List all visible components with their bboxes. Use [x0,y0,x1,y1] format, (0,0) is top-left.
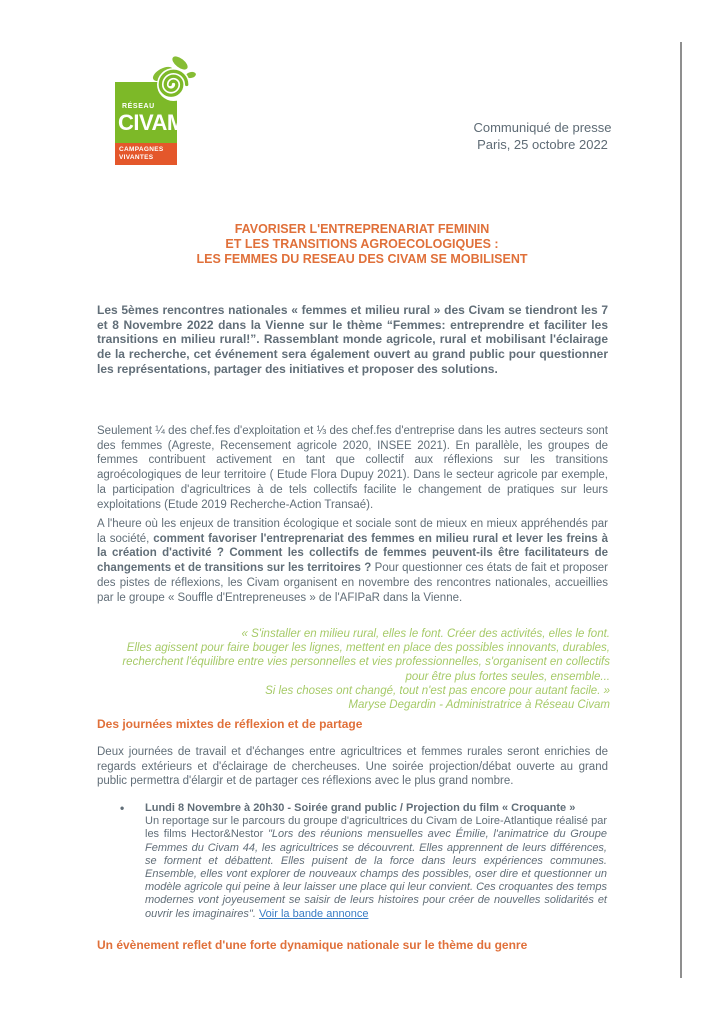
trailer-link[interactable]: Voir la bande annonce [258,907,369,920]
page-title-line2: ET LES TRANSITIONS AGROECOLOGIQUES : [225,237,499,251]
logo-tagline: CAMPAGNES VIVANTES [115,143,177,165]
stakes-part1: A l'heure où les enjeux de transition écologique et sociale sont de mieux en mieux appréhendés par la société, [97,518,608,545]
logo-green-block [115,82,185,143]
heading-journees: Des journées mixtes de réflexion et de partage [97,717,363,731]
intro-paragraph: Les 5èmes rencontres nationales « femmes et milieu rural » des Civam se tiendront les 7 et 8 Novembre 2022 dans la Vienne sur le thème “Femmes: entreprendre et faciliter les transitions en milieu rural!”. Rassemblant monde agricole, rural et mobilisant l'éclairage de la recherche, cet événement sera également ouvert au grand public pour questionner les représentations, partager des initiatives et proposer des solutions. [97,303,608,376]
statistics-paragraph: Seulement ¼ des chef.fes d'exploitation et ⅓ des chef.fes d'entreprise dans les autres secteurs sont des femmes (Agreste, Recensement agricole 2020, INSEE 2021). En parallèle, les groupes de femmes contribuent activement en tant que collectif aux réflexions sur les transitions agroécologiques de leur territoire ( Etude Flora Dupuy 2021). Dans le secteur agricole par exemple, la participation d'agricultrices à de tels collectifs facilite le changement de pratiques sur leurs exploitations (Etude 2019 Recherche-Action Transaé). [97,425,608,511]
event-bullet-body [145,802,607,921]
bullet-icon: • [120,801,125,815]
page-title-line3: LES FEMMES DU RESEAU DES CIVAM SE MOBILISENT [196,252,528,266]
testimonial-quote [88,627,610,712]
logo-civam-text: CIVAM [118,110,185,135]
quote-line: pour être plus fortes seules, ensemble... [405,670,610,683]
logo-reseau-text: RÉSEAU [122,103,155,110]
quote-line: recherchent l'équilibre entre vies personnelles et vies professionnelles, s'organisent en collectifs [122,656,610,669]
event-bullet-film-quote: "Lors des réunions mensuelles avec Émilie, l'animatrice du Groupe Femmes du Civam 44, les agricultrices se découvrent. Elles apprennent de leurs différences, se forment et débattent. Elles puisent de la force dans leurs expériences communes. Ensemble, elles vont explorer de nouveaux champs des possibles, oser dire et questionner un modèle agricole qui peine à leur laisser une place qui leur convient. Ces croquantes des temps modernes vont joyeusement se saisir de leurs histoires pour créer de nouvelles solidarités et ouvrir les imaginaires". [145,828,607,920]
journees-paragraph: Deux journées de travail et d'échanges entre agricultrices et femmes rurales seront enrichies de regards extérieurs et d'éclairage de chercheuses. Une soirée projection/débat ouverte au grand public permettra d'élargir et de partager ces réflexions avec le plus grand nombre. [97,746,608,788]
event-bullet-description: Un reportage sur le parcours du groupe d'agricultrices du Civam de Loire-Atlantique réalisé par les films Hector&Nestor [145,815,607,841]
stakes-paragraph [97,517,608,605]
quote-line: Elles agissent pour faire bouger les lignes, mettent en place des possibles innovants, durables, [126,642,610,655]
event-bullet-title: Lundi 8 Novembre à 20h30 - Soirée grand public / Projection du film « Croquante » [145,802,576,814]
quote-line: Si les choses ont changé, tout n'est pas encore pour autant facile. » [265,684,610,697]
quote-author: Maryse Degardin - Administratrice à Réseau Civam [348,699,610,712]
page-title-line1: FAVORISER L'ENTREPRENARIAT FEMININ [234,222,490,236]
press-release-date-block [430,120,655,153]
heading-evenement: Un évènement reflet d'une forte dynamique nationale sur le thème du genre [97,938,528,952]
page-title [0,222,724,267]
press-release-date: Paris, 25 octobre 2022 [477,136,608,152]
press-release-label: Communiqué de presse [473,120,612,135]
spiral-icon [157,68,190,101]
stakes-part3: Pour questionner ces états de fait et proposer des pistes de réflexions, les Civam organisent en novembre des rencontres nationales, accueillies par le groupe « Souffle d'Entrepreneuses » de l'AFIPaR dans la Vienne. [97,562,608,604]
stakes-part2-bold: comment favoriser l'entreprenariat des femmes en milieu rural et lever les freins à la création d'activité ? Comment les collectifs de femmes peuvent-ils être facilitateurs de changements et de transitions sur les territoires ? [97,532,608,575]
quote-line: « S'installer en milieu rural, elles le font. Créer des activités, elles le font. [241,628,610,640]
event-bullet-item [120,802,607,921]
page-right-border [680,42,682,978]
civam-logo [113,55,205,167]
